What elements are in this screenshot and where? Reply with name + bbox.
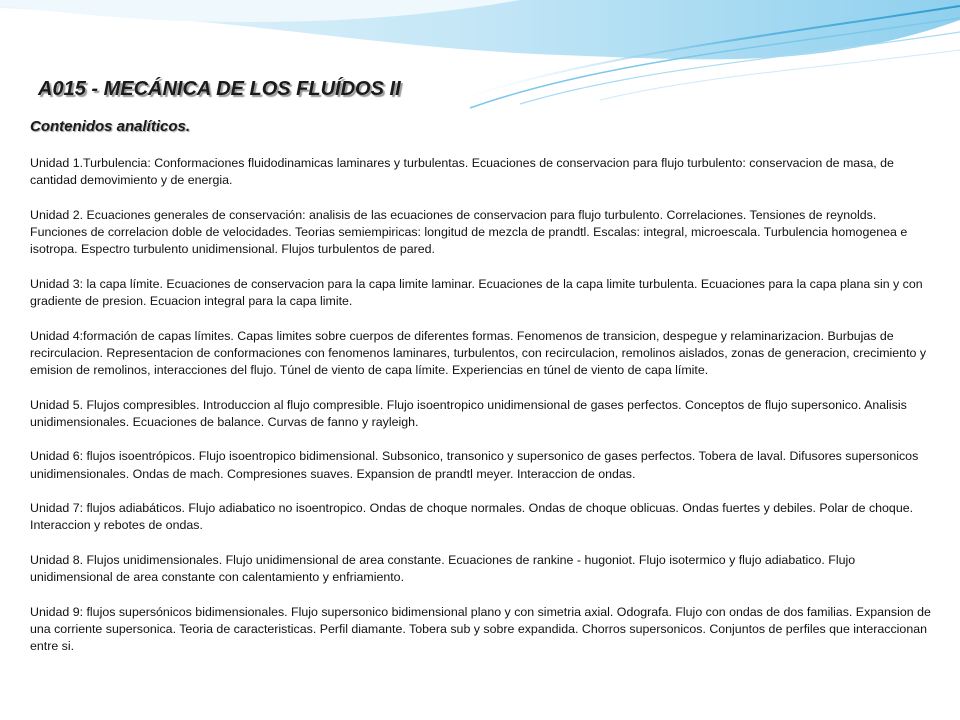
unit-6-paragraph: Unidad 6: flujos isoentrópicos. Flujo isoentropico bidimensional. Subsonico, transonico y supersonico de gases perfectos. Tobera de laval. Difusores supersonicos unidimensionales. Ondas de mach. Compresiones suaves. Expansion de prandtl meyer. Interaccion de ondas. <box>30 449 919 481</box>
unit-3-paragraph: Unidad 3: la capa límite. Ecuaciones de conservacion para la capa limite laminar. Ecuaciones de la capa limite turbulenta. Ecuaciones para la capa plana sin y con gradiente de presion. Ecuacion integral para la capa limite. <box>30 276 923 308</box>
unit-4-paragraph: Unidad 4:formación de capas límites. Capas limites sobre cuerpos de diferentes formas. Fenomenos de transicion, despegue y relaminarizacion. Burbujas de recirculacion. Representacion de conformaciones con fenomenos laminares, turbulentos, con recirculacion, remolinos aislados, zonas de generacion, crecimiento y emision de remolinos, interacciones del flujo. Túnel de viento de capa límite. Experiencias en túnel de viento de capa límite. <box>30 328 927 377</box>
slide-title: A015 - MECÁNICA DE LOS FLUÍDOS II <box>38 78 401 100</box>
unit-2-paragraph: Unidad 2. Ecuaciones generales de conservación: analisis de las ecuaciones de conservacion para flujo turbulento. Correlaciones. Tensiones de reynolds. Funciones de correlacion doble de velocidades. Teorias semiempiricas: longitud de mezcla de prandtl. Escalas: integral, microescala. Turbulencia homogenea e isotropa. Espectro turbulento unidimensional. Flujos turbulentos de pared. <box>30 207 908 257</box>
units-list <box>30 155 932 673</box>
unit-9-paragraph: Unidad 9: flujos supersónicos bidimensionales. Flujo supersonico bidimensional plano y con simetria axial. Odografa. Flujo con ondas de dos familias. Expansion de una corriente supersonica. Teoria de caracteristicas. Perfil diamante. Tobera sub y sobre expandida. Chorros supersonicos. Conjuntos de perfiles que interaccionan entre si. <box>30 604 931 654</box>
slide-subtitle: Contenidos analíticos. <box>30 118 191 135</box>
unit-8-paragraph: Unidad 8. Flujos unidimensionales. Flujo unidimensional de area constante. Ecuaciones de rankine - hugoniot. Flujo isotermico y flujo adiabatico. Flujo unidimensional de area constante con calentamiento y enfriamiento. <box>30 552 856 585</box>
unit-7-paragraph: Unidad 7: flujos adiabáticos. Flujo adiabatico no isoentropico. Ondas de choque normales. Ondas de choque oblicuas. Ondas fuertes y debiles. Polar de choque. Interaccion y rebotes de ondas. <box>30 501 914 533</box>
unit-5-paragraph: Unidad 5. Flujos compresibles. Introduccion al flujo compresible. Flujo isoentropico unidimensional de gases perfectos. Conceptos de flujo supersonico. Analisis unidimensionales. Ecuaciones de balance. Curvas de fanno y rayleigh. <box>30 397 907 429</box>
unit-1-paragraph: Unidad 1.Turbulencia: Conformaciones fluidodinamicas laminares y turbulentas. Ecuaciones de conservacion para flujo turbulento: conservacion de masa, de cantidad demovimiento y de energia. <box>30 156 894 188</box>
